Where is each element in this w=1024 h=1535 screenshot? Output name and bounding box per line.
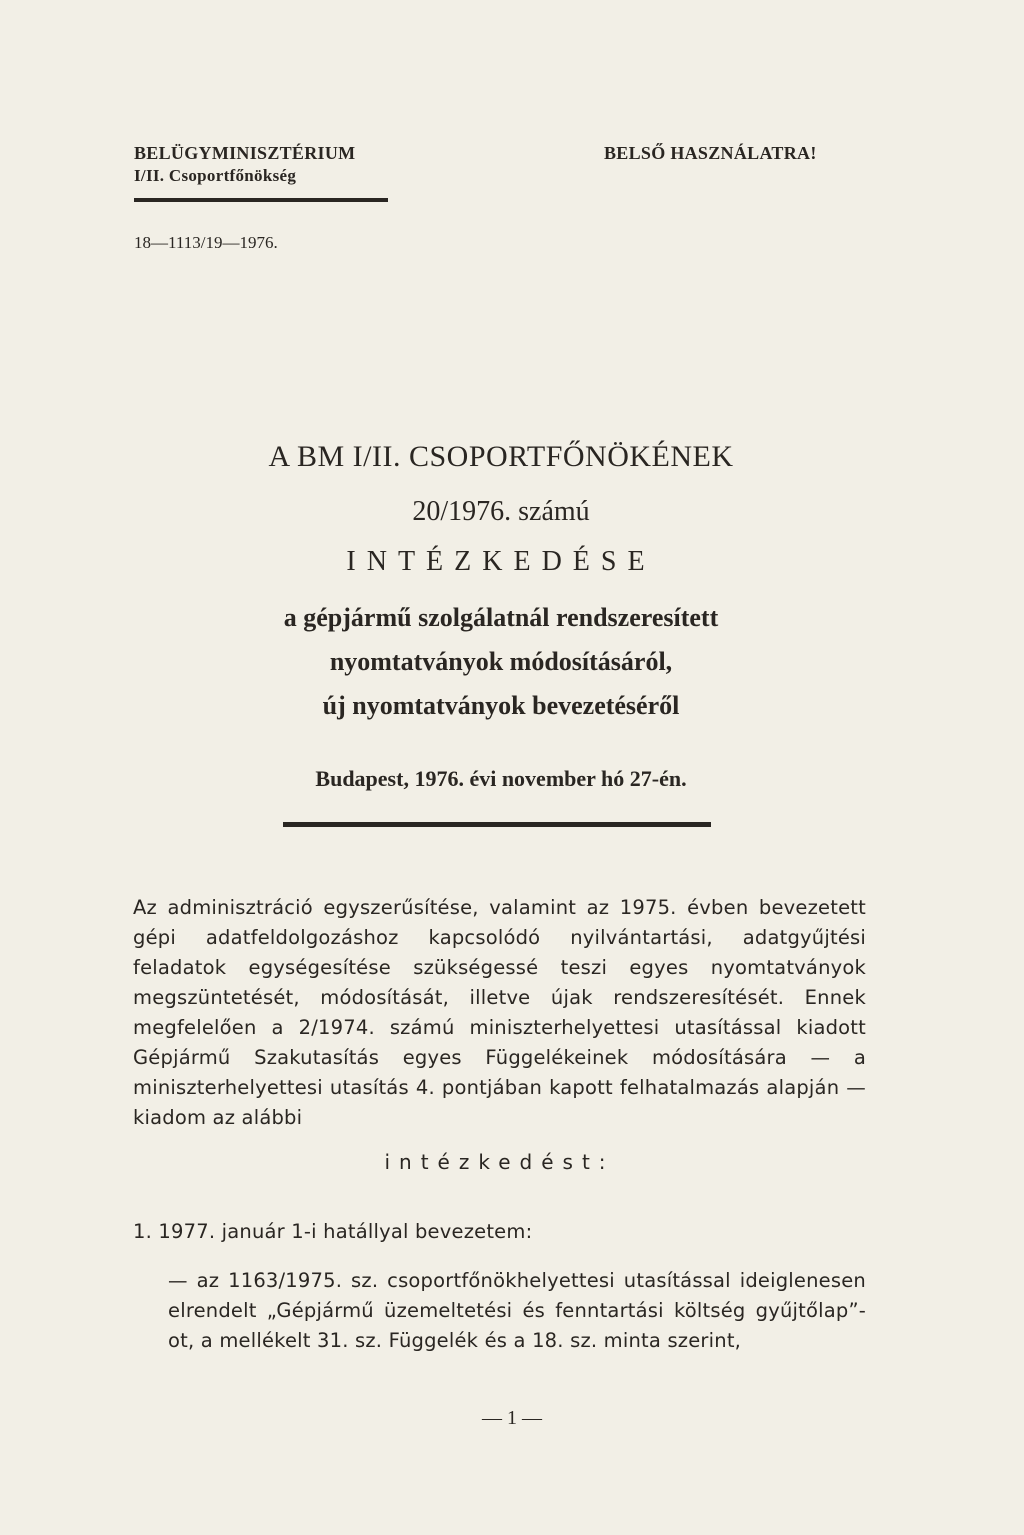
title-line-2: 20/1976. számú <box>412 496 590 527</box>
subitem-text: — az 1163/1975. sz. csoportfőnökhelyettesi utasítással ideiglenesen elrendelt „Gépjármű üzemeltetési és fenntartási költség gyűjtőlap”-ot, a mellékelt 31. sz. Függelék és a 18. sz. minta szerint, <box>168 1269 866 1352</box>
subject-line: új nyomtatványok bevezetéséről <box>322 691 680 720</box>
department-name: I/II. Csoportfőnökség <box>134 166 297 185</box>
intro-text: Az adminisztráció egyszerűsítése, valamint az 1975. évben bevezetett gépi adatfeldolgozáshoz kapcsolódó nyilvántartási, adatgyűjtési feladatok egységesítése szükségessé teszi egyes nyomtatványok megszüntetését, módosítását, illetve újak rendszeresítését. Ennek megfelelően a 2/1974. számú miniszterhelyettesi utasítással kiadott Gépjármű Szakutasítás egyes Függelékeinek módosítására — a miniszterhelyettesi utasítás 4. pontjában kapott felhatalmazás alapján — kiadom az alábbi <box>133 896 866 1129</box>
intro-paragraph <box>133 893 866 1133</box>
page-number: — 1 — <box>482 1407 542 1429</box>
subject-line: nyomtatványok módosításáról, <box>329 647 673 676</box>
reference-number: 18—1113/19—1976. <box>134 233 278 252</box>
title-line-3: INTÉZKEDÉSE <box>346 546 656 577</box>
issue-date: Budapest, 1976. évi november hó 27-én. <box>315 766 687 791</box>
header-left <box>134 143 355 186</box>
item-1: 1. 1977. január 1-i hatállyal bevezetem: <box>133 1220 533 1243</box>
subject-line: a gépjármű szolgálatnál rendszeresített <box>283 603 719 632</box>
title-line-1: A BM I/II. CSOPORTFŐNÖKÉNEK <box>268 440 734 473</box>
title-block <box>134 440 868 792</box>
title-rule <box>283 822 711 827</box>
subject <box>134 596 868 728</box>
spaced-heading: intézkedést: <box>384 1150 615 1174</box>
subitem-1 <box>168 1266 866 1356</box>
ministry-name: BELÜGYMINISZTÉRIUM <box>134 143 356 163</box>
header-rule <box>134 198 388 202</box>
classification-label: BELSŐ HASZNÁLATRA! <box>604 143 817 163</box>
